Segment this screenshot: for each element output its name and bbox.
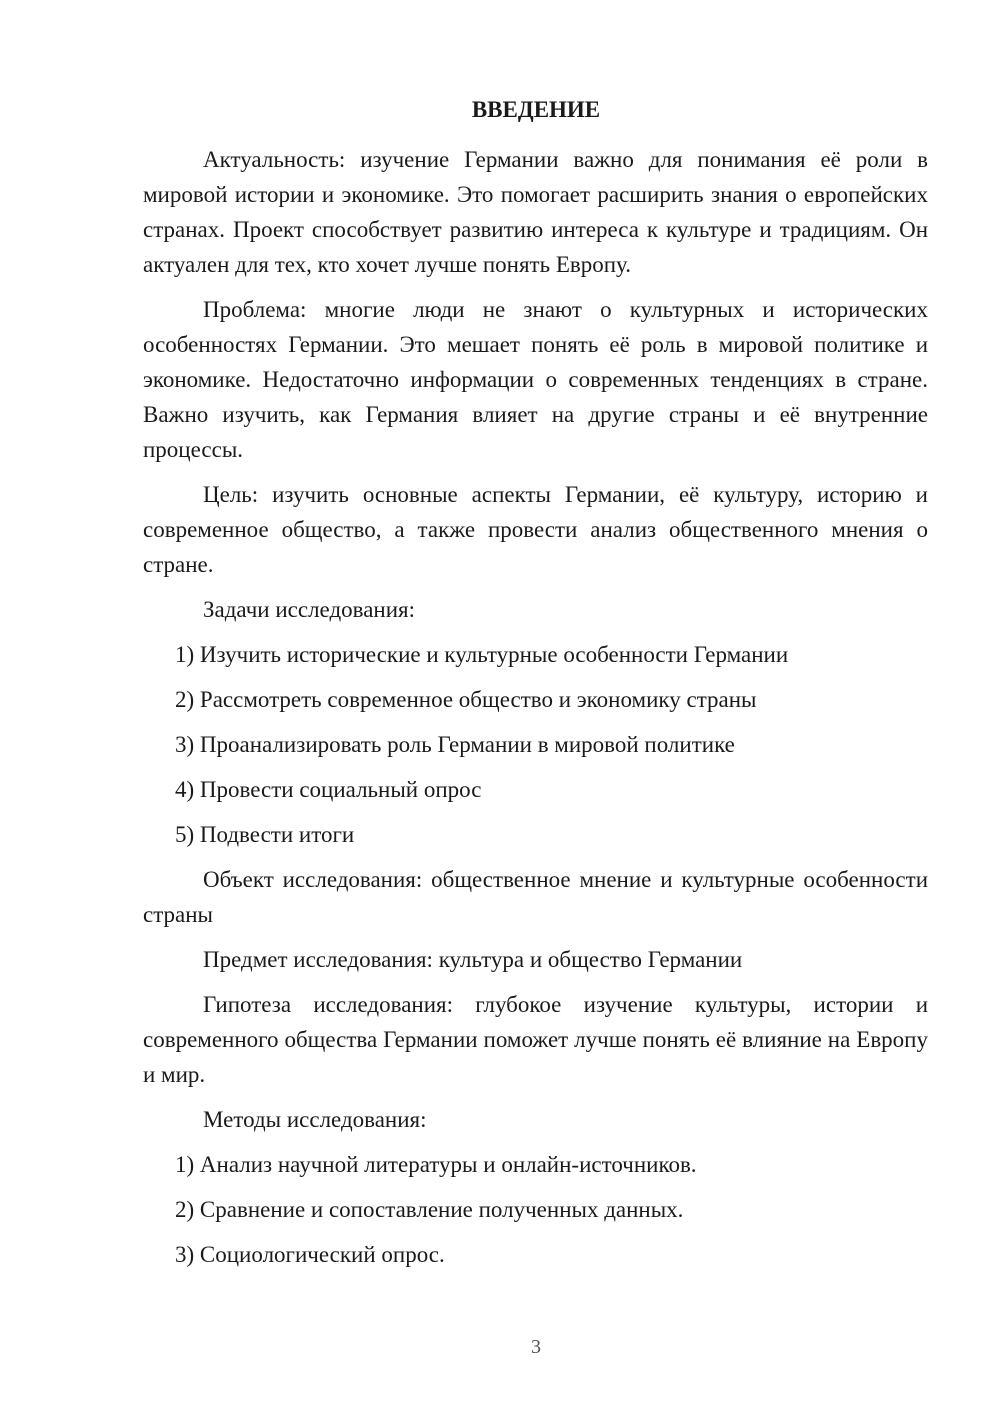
- relevance-paragraph: Актуальность: изучение Германии важно для понимания её роли в мировой истории и экономике. Это помогает расширить знания о европейских странах. Проект способствует развитию интереса к культуре и традициям. Он актуален для тех, кто хочет лучше понять Европу.: [143, 147, 928, 277]
- list-item: 2) Рассмотреть современное общество и экономику страны: [175, 687, 757, 712]
- problem-paragraph: Проблема: многие люди не знают о культурных и исторических особенностях Германии. Это мешает понять её роль в мировой политике и экономике. Недостаточно информации о современных тенденциях в стране. Важно изучить, как Германия влияет на другие страны и её внутренние процессы.: [143, 297, 928, 462]
- goal-paragraph: Цель: изучить основные аспекты Германии, её культуру, историю и современное общество, а также провести анализ общественного мнения о стране.: [143, 482, 928, 577]
- list-item: 1) Анализ научной литературы и онлайн-источников.: [175, 1152, 697, 1177]
- page-title: ВВЕДЕНИЕ: [471, 97, 601, 122]
- list-item: 3) Проанализировать роль Германии в мировой политике: [175, 732, 735, 757]
- tasks-heading: Задачи исследования:: [203, 597, 416, 622]
- tasks-list: [143, 637, 928, 852]
- subject-paragraph: Предмет исследования: культура и общество Германии: [203, 947, 743, 972]
- methods-heading: Методы исследования:: [203, 1107, 427, 1132]
- page-number: 3: [531, 1336, 541, 1358]
- object-paragraph: Объект исследования: общественное мнение и культурные особенности страны: [143, 867, 928, 927]
- list-item: 3) Социологический опрос.: [175, 1242, 445, 1267]
- document-body: [143, 142, 928, 1282]
- hypothesis-paragraph: Гипотеза исследования: глубокое изучение культуры, истории и современного общества Германии поможет лучше понять её влияние на Европу и мир.: [143, 992, 928, 1087]
- list-item: 2) Сравнение и сопоставление полученных данных.: [175, 1197, 684, 1222]
- list-item: 4) Провести социальный опрос: [175, 777, 482, 802]
- methods-list: [143, 1147, 928, 1272]
- list-item: 5) Подвести итоги: [175, 822, 355, 847]
- list-item: 1) Изучить исторические и культурные особенности Германии: [175, 642, 789, 667]
